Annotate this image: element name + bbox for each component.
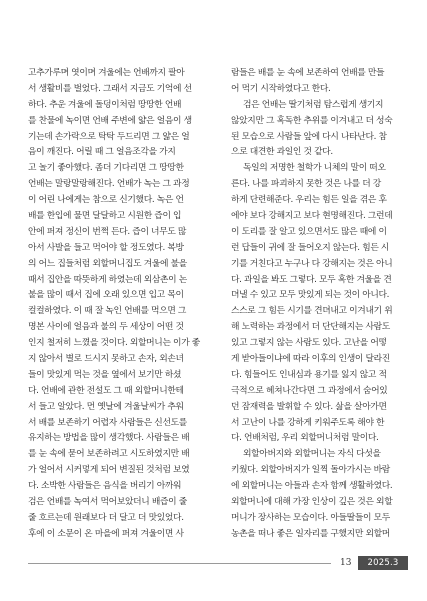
text-line: 불을 많이 때서 집에 오래 있으면 입고 목이 bbox=[28, 290, 184, 301]
text-line: 이 도리를 잘 알고 있으면서도 많은 때에 이 bbox=[231, 226, 387, 237]
text-line: 다. 과일을 봐도 그렇다. 모두 혹한 겨울을 견 bbox=[231, 274, 392, 285]
text-line: 음이 깨진다. 어릴 때 그 얼음조각을 가지 bbox=[28, 147, 176, 158]
text-line: 하게 단련해준다. 우리는 힘든 일을 겪은 후 bbox=[231, 195, 387, 206]
text-line: 를 눈 속에 묻어 보존하려고 시도하였지만 배 bbox=[28, 449, 190, 460]
text-line: 머니가 장사하는 모습이다. 아들딸들이 모두 bbox=[231, 512, 390, 523]
text-line: 지 않아서 별로 드시지 못하고 손자, 외손녀 bbox=[28, 354, 184, 365]
text-line: 어 먹기 시작하였다고 한다. bbox=[231, 83, 331, 94]
text-line: 안에 퍼져 정신이 번쩍 든다. 즙이 너무도 많 bbox=[28, 226, 187, 237]
text-line: 후에 이 소문이 온 마을에 퍼져 겨울이면 사 bbox=[28, 528, 184, 539]
text-line: 람들은 배를 눈 속에 보존하여 언배를 만들 bbox=[231, 68, 385, 78]
text-line: 된 모습으로 사람들 앞에 다시 나타난다. 참 bbox=[231, 131, 387, 142]
text-line: 서 생활비를 벌었다. 그래서 지금도 기억에 선 bbox=[28, 83, 192, 94]
text-line: 독일의 저명한 철학가 니체의 말이 떠오 bbox=[243, 163, 386, 174]
text-line: 컬컬하였다. 이 때 잘 녹인 언배를 먹으면 그 bbox=[28, 306, 187, 317]
text-line: 게 받아들이냐에 따라 이후의 인생이 달라진 bbox=[231, 354, 390, 365]
text-line: 다. 힘들어도 인내심과 용기를 잃지 않고 적 bbox=[231, 369, 387, 380]
text-line: 때서 집안을 따뜻하게 하였는데 외삼촌이 논 bbox=[28, 274, 187, 285]
text-line: 극적으로 헤쳐나간다면 그 과정에서 숨어있 bbox=[231, 385, 388, 396]
text-line: 다. 언배에 관한 전설도 그 때 외할머니한테 bbox=[28, 385, 184, 396]
text-line: 키웠다. 외할아버지가 일찍 돌아가시는 바람 bbox=[231, 465, 390, 476]
text-line: 검은 언배는 딸기처럼 탐스럽게 생기지 bbox=[243, 99, 384, 110]
page-number: 13 bbox=[340, 558, 352, 568]
text-line: 아서 사발을 들고 먹어야 할 정도였다. 복방 bbox=[28, 242, 184, 253]
text-line: 유지하는 방법을 많이 생각했다. 사람들은 배 bbox=[28, 433, 190, 444]
text-line: 고추가루며 엿이며 겨울에는 언배까지 팔아 bbox=[28, 68, 185, 78]
text-line: 외할아버지와 외할머니는 자식 다섯을 bbox=[243, 449, 381, 460]
issue-date-badge: 2025.3 bbox=[358, 556, 408, 570]
text-line: 서 고난이 나를 강하게 키워주도록 해야 한 bbox=[231, 417, 385, 428]
text-line: 외할머니에 대해 가장 인상이 깊은 것은 외할 bbox=[231, 497, 393, 508]
text-line: 농촌을 떠나 좋은 일자리를 구했지만 외할머 bbox=[231, 528, 390, 539]
text-line: 하다. 추운 겨울에 돌덩이처럼 땅땅한 언배 bbox=[28, 99, 182, 110]
text-line: 에 외할머니는 아들과 손자 함께 생활하였다. bbox=[231, 481, 393, 492]
text-line: 런 답들이 귀에 잘 들어오지 않는다. 힘든 시 bbox=[231, 242, 390, 253]
text-line: 언배는 말랑말랑해진다. 언배가 녹는 그 과정 bbox=[28, 179, 190, 190]
text-line: 이 어린 나에게는 참으로 신기했다. 녹은 언 bbox=[28, 195, 184, 206]
right-text-column bbox=[231, 66, 405, 543]
text-line: 인지 철저히 느꼈을 것이다. 외할머니는 이가 좋 bbox=[28, 338, 200, 349]
text-line: 명본 사이에 얼음과 불의 두 세상이 어떤 것 bbox=[28, 322, 184, 333]
text-line: 있고 그렇지 않는 사람도 있다. 고난을 어떻 bbox=[231, 338, 387, 349]
text-line: 른다. 나를 파괴하지 못한 것은 나를 더 강 bbox=[231, 179, 381, 190]
text-line: 줄 흐르는데 원래보다 더 달고 더 맛있었다. bbox=[28, 512, 184, 523]
text-line: 던 잠재력을 발휘할 수 있다. 삶을 살아가면 bbox=[231, 401, 387, 412]
text-line: 에야 보다 강해지고 보다 현명해진다. 그런데 bbox=[231, 211, 393, 222]
text-line: 검은 언배를 녹여서 먹어보았더니 배즙이 줄 bbox=[28, 497, 187, 508]
text-line: 고 놀기 좋아했다. 좀더 기다리면 그 땅땅한 bbox=[28, 163, 184, 174]
text-line: 다. 언배처럼, 우리 외할머니처럼 말이다. bbox=[231, 433, 379, 444]
footer-divider bbox=[28, 563, 331, 564]
text-line: 들이 맛있게 먹는 것을 옆에서 보기만 하셨 bbox=[28, 369, 182, 380]
text-line: 않았지만 그 혹독한 추위를 이겨내고 더 성숙 bbox=[231, 115, 393, 126]
text-line: 기를 거친다고 누구나 다 강해지는 것은 아니 bbox=[231, 258, 393, 269]
text-line: 뎌낼 수 있고 모두 맛있게 되는 것이 아니다. bbox=[231, 290, 390, 301]
text-line: 으로 대견한 과일인 것 같다. bbox=[231, 147, 333, 158]
text-line: 배를 한입에 물면 달달하고 시원한 즙이 입 bbox=[28, 211, 182, 222]
text-line: 서 들고 알았다. 먼 옛날에 겨울날씨가 추워 bbox=[28, 401, 184, 412]
text-line: 해 노력하는 과정에서 더 단단해지는 사람도 bbox=[231, 322, 390, 333]
text-line: 기는데 손가락으로 탁탁 두드리면 그 얇은 얼 bbox=[28, 131, 190, 142]
left-text-column bbox=[28, 66, 214, 543]
text-line: 를 찬물에 녹이면 언배 주변에 얇은 얼음이 생 bbox=[28, 115, 192, 126]
text-line: 다. 소박한 사람들은 음식을 버리기 아까워 bbox=[28, 481, 182, 492]
text-line: 의 어느 집들처럼 외할머니집도 겨울에 불을 bbox=[28, 258, 187, 269]
page-footer bbox=[0, 556, 427, 570]
text-line: 서 배를 보존하기 어렵자 사람들은 신선도를 bbox=[28, 417, 187, 428]
text-line: 스스로 그 힘든 시기를 견뎌내고 이겨내기 위 bbox=[231, 306, 393, 317]
text-line: 가 얼어서 시커멓게 되어 변질된 것처럼 보였 bbox=[28, 465, 190, 476]
